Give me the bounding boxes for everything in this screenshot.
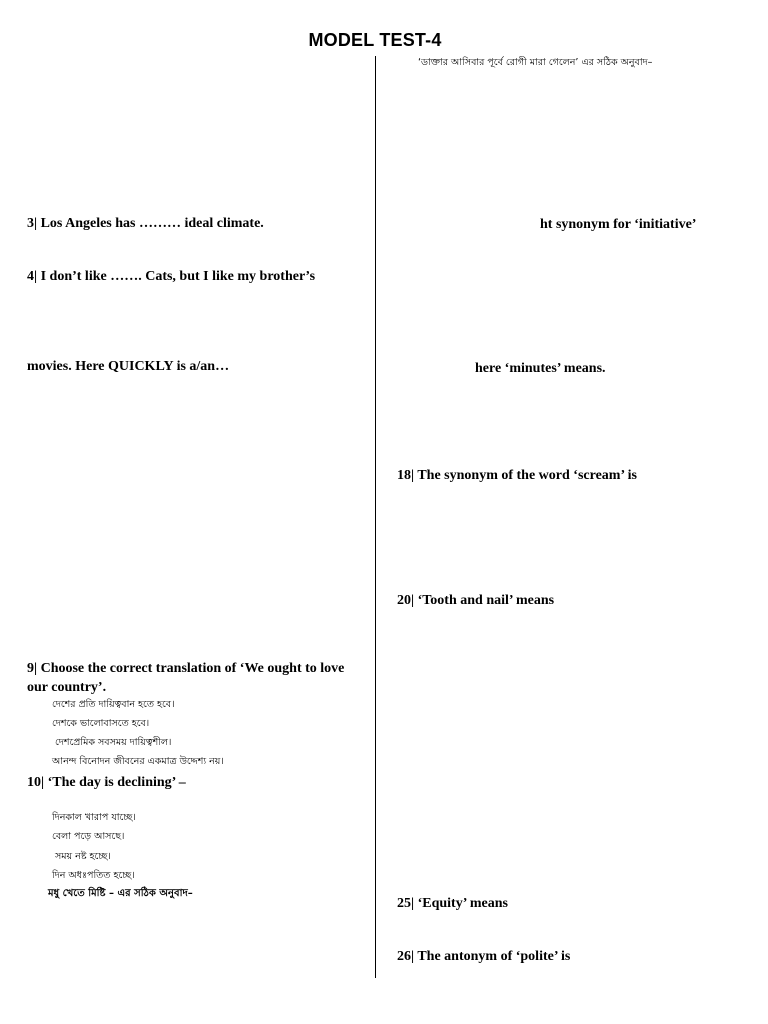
question-movies-line: movies. Here QUICKLY is a/an… xyxy=(27,359,230,374)
question-10: 10| ‘The day is declining’ – xyxy=(27,775,186,790)
q9-option-4: আনন্দ বিনোদন জীবনের একমাত্র উদ্দেশ্য নয়। xyxy=(52,756,224,767)
question-11: মধু খেতে মিষ্টি – এর সঠিক অনুবাদ– xyxy=(48,888,193,899)
q9-option-3: দেশপ্রেমিক সবসময় দায়িত্বশীল। xyxy=(55,737,172,748)
q10-option-1: দিনকাল খারাপ যাচ্ছে। xyxy=(52,812,136,823)
question-26: 26| The antonym of ‘polite’ is xyxy=(397,949,571,964)
q10-option-2: বেলা পড়ে আসছে। xyxy=(52,831,125,842)
question-initiative: ht synonym for ‘initiative’ xyxy=(540,217,697,232)
q10-option-3: সময় নষ্ট হচ্ছে। xyxy=(55,851,111,862)
question-20: 20| ‘Tooth and nail’ means xyxy=(397,593,555,608)
column-divider xyxy=(375,56,376,978)
q9-option-2: দেশকে ভালোবাসতে হবে। xyxy=(52,718,150,729)
question-4: 4| I don’t like ……. Cats, but I like my brother’s xyxy=(27,269,316,284)
question-25: 25| ‘Equity’ means xyxy=(397,896,508,911)
question-doctor-translation: ‘ডাক্তার আসিবার পূর্বে রোগী মারা গেলেন’ এর সঠিক অনুবাদ– xyxy=(418,57,653,68)
q9-option-1: দেশের প্রতি দায়িত্ববান হতে হবে। xyxy=(52,699,175,710)
page-title: MODEL TEST-4 xyxy=(308,30,442,50)
question-3: 3| Los Angeles has ……… ideal climate. xyxy=(27,216,264,231)
q10-option-4: দিন অধঃপতিত হচ্ছে। xyxy=(52,870,135,881)
question-18: 18| The synonym of the word ‘scream’ is xyxy=(397,468,637,483)
question-9: 9| Choose the correct translation of ‘We ought to love our country’. xyxy=(27,661,345,695)
question-minutes: here ‘minutes’ means. xyxy=(475,361,606,376)
